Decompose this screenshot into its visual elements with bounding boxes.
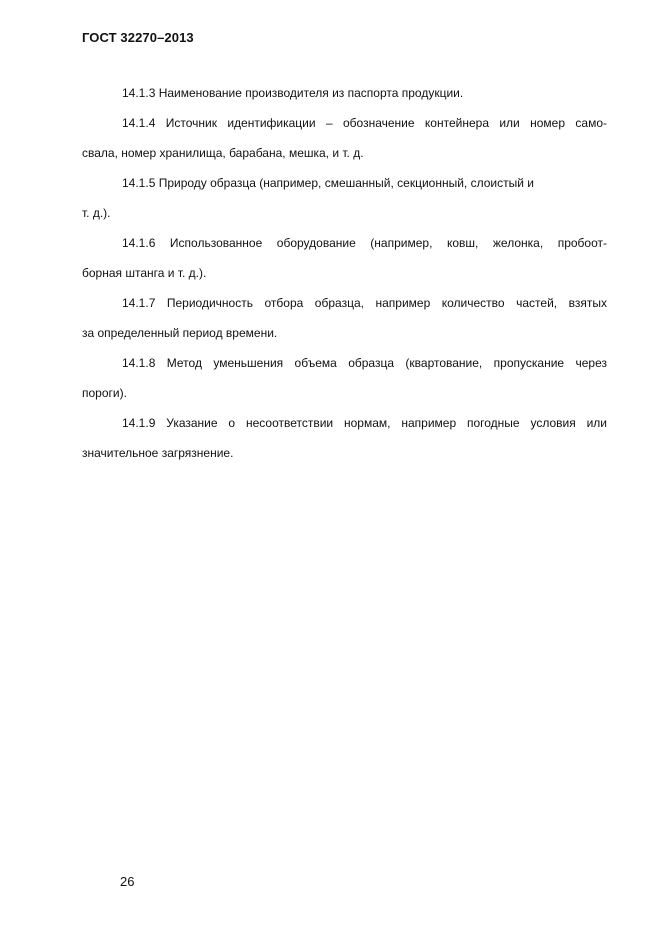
paragraph-14-1-7-line-1: 14.1.7 Периодичность отбора образца, например количество частей, взятых xyxy=(122,296,607,310)
document-body xyxy=(82,78,607,468)
paragraph-14-1-8-line-2: пороги). xyxy=(82,386,127,400)
paragraph-14-1-8-line-1: 14.1.8 Метод уменьшения объема образца (квартование, пропускание через xyxy=(122,356,607,370)
paragraph-14-1-6-line-2: борная штанга и т. д.). xyxy=(82,266,207,280)
paragraph-14-1-5-line-1: 14.1.5 Природу образца (например, смешанный, секционный, слоистый и xyxy=(122,176,534,190)
paragraph-14-1-9-line-1: 14.1.9 Указание о несоответствии нормам, например погодные условия или xyxy=(122,416,607,430)
paragraph-14-1-4-line-1: 14.1.4 Источник идентификации – обозначение контейнера или номер само- xyxy=(122,116,607,130)
paragraph-14-1-6-line-1: 14.1.6 Использованное оборудование (например, ковш, желонка, пробоот- xyxy=(122,236,607,250)
page-number: 26 xyxy=(120,874,135,889)
paragraph-14-1-4-line-2: свала, номер хранилища, барабана, мешка, и т. д. xyxy=(82,146,364,160)
paragraph-14-1-9-line-2: значительное загрязнение. xyxy=(82,446,234,460)
paragraph-14-1-3: 14.1.3 Наименование производителя из паспорта продукции. xyxy=(122,86,464,100)
document-header-code: ГОСТ 32270–2013 xyxy=(82,30,194,45)
paragraph-14-1-5-line-2: т. д.). xyxy=(82,206,111,220)
paragraph-14-1-7-line-2: за определенный период времени. xyxy=(82,326,278,340)
